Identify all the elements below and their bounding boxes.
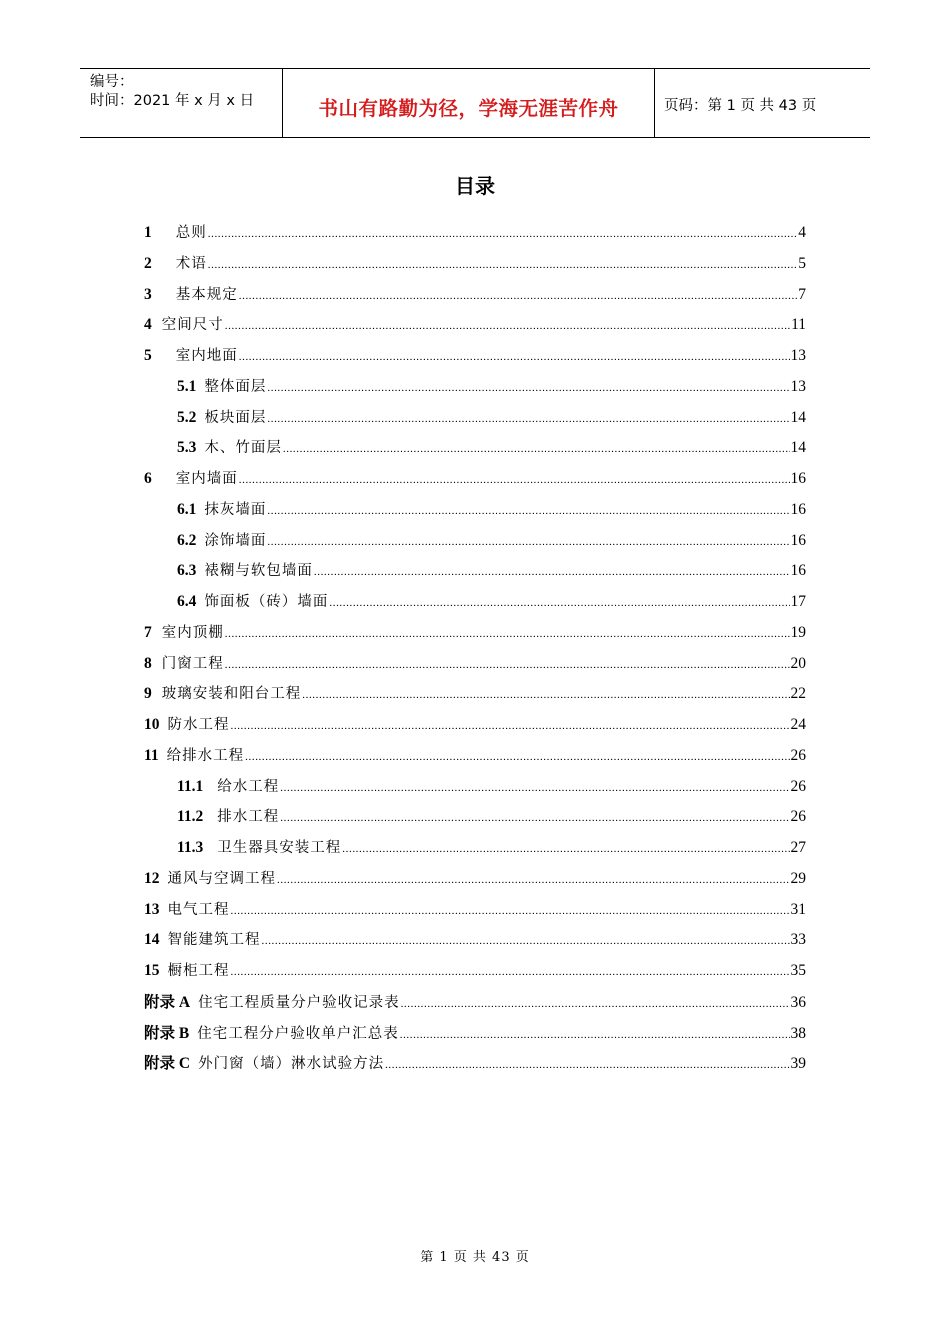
toc-entry-label: 术语 bbox=[175, 256, 207, 272]
dot-leader bbox=[231, 966, 790, 978]
dot-leader bbox=[239, 351, 790, 363]
toc-entry[interactable] bbox=[177, 805, 806, 827]
dot-leader bbox=[329, 597, 789, 609]
toc-entry-label: 空间尺寸 bbox=[161, 317, 224, 333]
document-time-label: 时间：2021 年 x 月 x 日 bbox=[90, 93, 255, 109]
toc-entry[interactable] bbox=[144, 283, 806, 305]
toc-entry[interactable] bbox=[177, 775, 806, 797]
toc-entry[interactable] bbox=[144, 1051, 806, 1073]
header-page-info: 页码：第 1 页 共 43 页 bbox=[664, 97, 817, 114]
toc-entry-label: 外门窗（墙）淋水试验方法 bbox=[198, 1056, 385, 1072]
toc-entry-label: 木、竹面层 bbox=[204, 440, 282, 456]
toc-entry-label: 住宅工程质量分户验收记录表 bbox=[198, 995, 400, 1011]
toc-entry[interactable] bbox=[144, 867, 806, 889]
toc-entry[interactable] bbox=[177, 406, 806, 428]
toc-entry-number: 1 bbox=[144, 224, 152, 241]
toc-entry-number: 6.4 bbox=[177, 593, 197, 610]
dot-leader bbox=[225, 659, 790, 671]
toc-entry-number: 10 bbox=[144, 716, 160, 733]
toc-entry-number: 4 bbox=[144, 316, 152, 333]
dot-leader bbox=[267, 505, 789, 517]
dot-leader bbox=[225, 320, 790, 332]
toc-entry-label: 橱柜工程 bbox=[167, 963, 230, 979]
toc-entry[interactable] bbox=[144, 621, 806, 643]
toc-entry-number: 附录 C bbox=[144, 1055, 191, 1072]
toc-entry-label: 电气工程 bbox=[167, 902, 230, 918]
toc-entry-number: 5.2 bbox=[177, 409, 197, 426]
toc-entry-label: 基本规定 bbox=[175, 287, 238, 303]
document-number-label: 编号： bbox=[90, 74, 134, 90]
toc-entry-page: 4 bbox=[798, 224, 806, 241]
toc-entry-page: 39 bbox=[790, 1055, 806, 1072]
toc-title: 目录 bbox=[455, 174, 495, 198]
toc-entry[interactable] bbox=[177, 836, 806, 858]
toc-entry-label: 涂饰墙面 bbox=[204, 533, 267, 549]
dot-leader bbox=[231, 905, 790, 917]
toc-entry-number: 6.3 bbox=[177, 562, 197, 579]
toc-entry[interactable] bbox=[144, 682, 806, 704]
toc-entry-label: 智能建筑工程 bbox=[167, 932, 261, 948]
toc-entry-label: 防水工程 bbox=[167, 717, 230, 733]
toc-entry[interactable] bbox=[177, 375, 806, 397]
toc-entry-number: 2 bbox=[144, 255, 152, 272]
toc-entry-page: 36 bbox=[790, 994, 806, 1011]
toc-entry-page: 27 bbox=[790, 839, 806, 856]
page-footer: 第 1 页 共 43 页 bbox=[420, 1250, 530, 1265]
toc-entry[interactable] bbox=[144, 252, 806, 274]
toc-entry-label: 室内墙面 bbox=[175, 471, 238, 487]
toc-entry-label: 室内地面 bbox=[175, 348, 238, 364]
toc-entry-page: 13 bbox=[790, 347, 806, 364]
toc-entry-page: 26 bbox=[790, 778, 806, 795]
toc-entry-number: 9 bbox=[144, 685, 152, 702]
toc-entry-page: 16 bbox=[790, 562, 806, 579]
toc-entry-number: 7 bbox=[144, 624, 152, 641]
toc-entry-page: 17 bbox=[790, 593, 806, 610]
dot-leader bbox=[208, 228, 798, 240]
toc-entry-number: 8 bbox=[144, 655, 152, 672]
toc-entry[interactable] bbox=[144, 713, 806, 735]
toc-entry-page: 16 bbox=[790, 501, 806, 518]
dot-leader bbox=[239, 290, 798, 302]
toc-entry-label: 抹灰墙面 bbox=[204, 502, 267, 518]
toc-entry-label: 总则 bbox=[175, 225, 207, 241]
toc-entry-label: 排水工程 bbox=[217, 809, 280, 825]
toc-entry-number: 6.1 bbox=[177, 501, 197, 518]
toc-entry-page: 33 bbox=[790, 931, 806, 948]
dot-leader bbox=[314, 566, 790, 578]
toc-entry-number: 附录 B bbox=[144, 1025, 190, 1042]
toc-entry-page: 24 bbox=[790, 716, 806, 733]
toc-entry-number: 12 bbox=[144, 870, 160, 887]
toc-entry[interactable] bbox=[177, 436, 806, 458]
toc-entry-number: 13 bbox=[144, 901, 160, 918]
toc-entry-page: 11 bbox=[791, 316, 806, 333]
dot-leader bbox=[277, 874, 790, 886]
toc-entry[interactable] bbox=[177, 559, 806, 581]
toc-entry-label: 室内顶棚 bbox=[161, 625, 224, 641]
toc-entry-page: 22 bbox=[790, 685, 806, 702]
toc-entry-number: 6.2 bbox=[177, 532, 197, 549]
dot-leader bbox=[283, 443, 790, 455]
toc-entry-page: 16 bbox=[790, 532, 806, 549]
toc-entry-page: 26 bbox=[790, 747, 806, 764]
dot-leader bbox=[267, 413, 789, 425]
toc-entry[interactable] bbox=[144, 467, 806, 489]
toc-entry[interactable] bbox=[144, 959, 806, 981]
dot-leader bbox=[401, 998, 790, 1010]
toc-entry-label: 饰面板（砖）墙面 bbox=[204, 594, 329, 610]
toc-entry-page: 29 bbox=[790, 870, 806, 887]
dot-leader bbox=[342, 843, 789, 855]
toc-entry-number: 15 bbox=[144, 962, 160, 979]
toc-entry-number: 3 bbox=[144, 286, 152, 303]
toc-entry-number: 11.3 bbox=[177, 839, 204, 856]
toc-entry[interactable] bbox=[144, 898, 806, 920]
toc-entry-number: 14 bbox=[144, 931, 160, 948]
toc-entry[interactable] bbox=[144, 344, 806, 366]
toc-entry[interactable] bbox=[144, 928, 806, 950]
toc-entry[interactable] bbox=[144, 744, 806, 766]
toc-entry-page: 35 bbox=[790, 962, 806, 979]
toc-entry-page: 20 bbox=[790, 655, 806, 672]
dot-leader bbox=[225, 628, 790, 640]
toc-entry-number: 5 bbox=[144, 347, 152, 364]
dot-leader bbox=[208, 259, 798, 271]
toc-entry-number: 11 bbox=[144, 747, 159, 764]
toc-entry[interactable] bbox=[177, 590, 806, 612]
toc-entry-label: 住宅工程分户验收单户汇总表 bbox=[197, 1026, 399, 1042]
toc-entry-page: 14 bbox=[790, 439, 806, 456]
toc-entry-number: 附录 A bbox=[144, 994, 191, 1011]
toc-entry[interactable] bbox=[144, 652, 806, 674]
toc-entry-number: 11.2 bbox=[177, 808, 204, 825]
dot-leader bbox=[385, 1059, 789, 1071]
dot-leader bbox=[231, 720, 790, 732]
toc-entry-page: 7 bbox=[798, 286, 806, 303]
toc-entry-label: 给水工程 bbox=[217, 779, 280, 795]
dot-leader bbox=[239, 474, 790, 486]
toc-entry-page: 19 bbox=[790, 624, 806, 641]
dot-leader bbox=[400, 1029, 790, 1041]
dot-leader bbox=[262, 935, 790, 947]
toc-entry-page: 5 bbox=[798, 255, 806, 272]
toc-entry[interactable] bbox=[144, 313, 806, 335]
toc-entry-page: 14 bbox=[790, 409, 806, 426]
toc-entry-label: 玻璃安装和阳台工程 bbox=[161, 686, 302, 702]
dot-leader bbox=[280, 782, 789, 794]
toc-entry[interactable] bbox=[144, 990, 806, 1012]
toc-entry[interactable] bbox=[177, 529, 806, 551]
toc-entry-page: 26 bbox=[790, 808, 806, 825]
toc-entry-label: 通风与空调工程 bbox=[167, 871, 276, 887]
toc-entry-number: 5.3 bbox=[177, 439, 197, 456]
toc-entry-number: 11.1 bbox=[177, 778, 204, 795]
toc-entry-label: 板块面层 bbox=[204, 410, 267, 426]
toc-entry-label: 给排水工程 bbox=[166, 748, 245, 764]
toc-entry-page: 13 bbox=[790, 378, 806, 395]
dot-leader bbox=[267, 536, 789, 548]
toc-entry-number: 6 bbox=[144, 470, 152, 487]
toc-entry-page: 38 bbox=[790, 1025, 806, 1042]
toc-entry[interactable] bbox=[144, 221, 806, 243]
toc-entry[interactable] bbox=[177, 498, 806, 520]
toc-entry[interactable] bbox=[144, 1021, 806, 1043]
toc-entry-page: 31 bbox=[790, 901, 806, 918]
toc-entry-label: 裱糊与软包墙面 bbox=[204, 563, 313, 579]
dot-leader bbox=[267, 382, 789, 394]
toc-entry-label: 整体面层 bbox=[204, 379, 267, 395]
toc-entry-page: 16 bbox=[790, 470, 806, 487]
toc-entry-number: 5.1 bbox=[177, 378, 197, 395]
toc-entry-label: 卫生器具安装工程 bbox=[217, 840, 342, 856]
toc-entry-label: 门窗工程 bbox=[161, 656, 224, 672]
dot-leader bbox=[302, 689, 789, 701]
dot-leader bbox=[280, 812, 789, 824]
header-motto: 书山有路勤为径，学海无涯苦作舟 bbox=[318, 97, 619, 120]
dot-leader bbox=[245, 751, 789, 763]
